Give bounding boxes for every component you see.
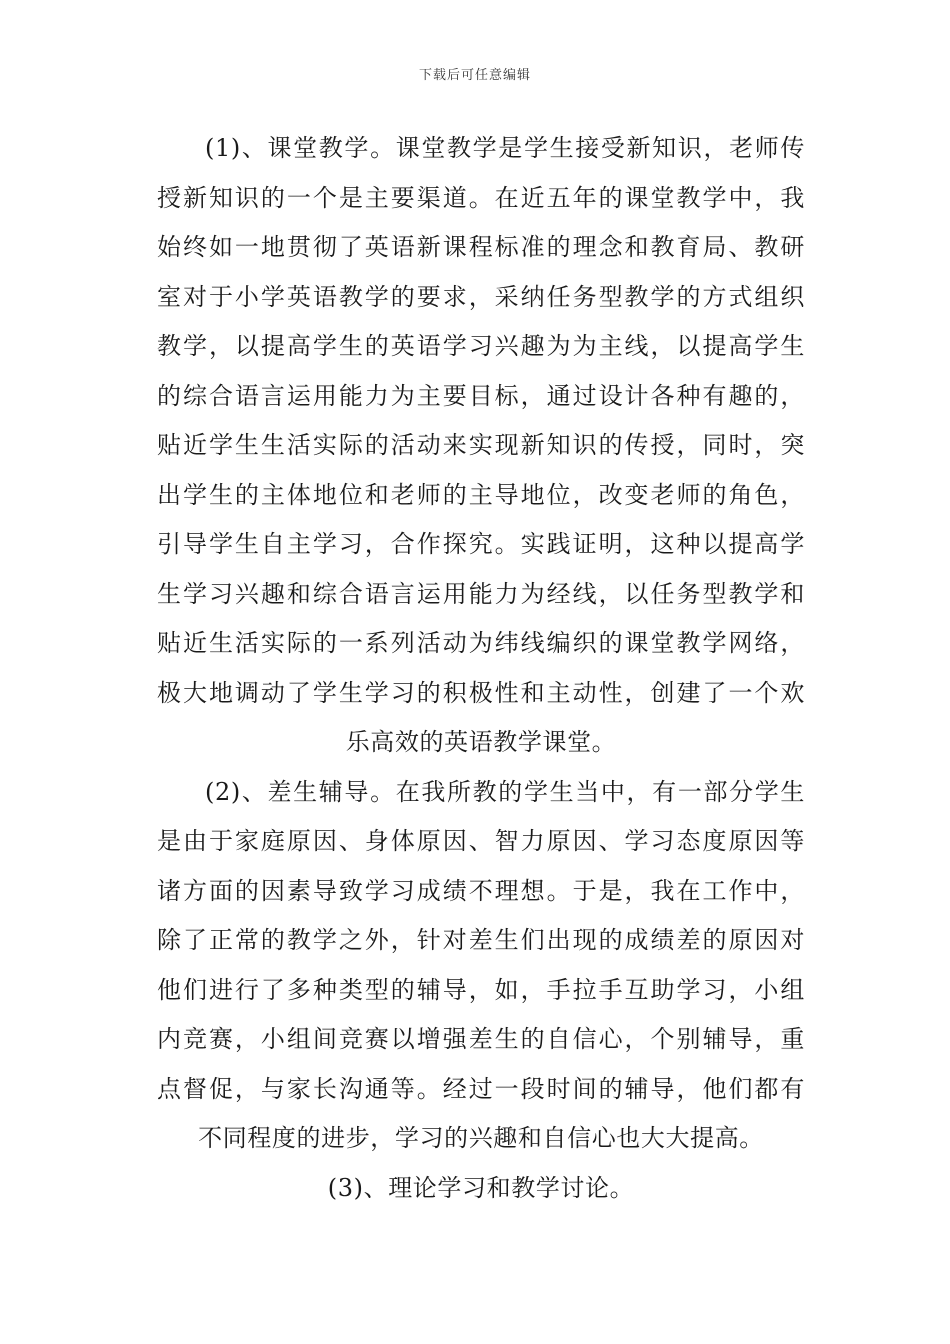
text-line: 出学生的主体地位和老师的主导地位，改变老师的角色， bbox=[157, 480, 805, 509]
paragraph-theory-study bbox=[157, 1164, 805, 1214]
text-line: (1)、课堂教学。课堂教学是学生接受新知识，老师传 bbox=[205, 134, 805, 162]
text-line: 引导学生自主学习，合作探究。实践证明，这种以提高学 bbox=[157, 530, 805, 558]
text-line: 是由于家庭原因、身体原因、智力原因、学习态度原因等 bbox=[157, 827, 805, 855]
text-line: 诸方面的因素导致学习成绩不理想。于是，我在工作中， bbox=[157, 876, 805, 905]
text-line: 不同程度的进步，学习的兴趣和自信心也大大提高。 bbox=[198, 1124, 764, 1152]
paragraph-classroom-teaching bbox=[157, 124, 805, 768]
text-line: 内竞赛，小组间竞赛以增强差生的自信心，个别辅导，重 bbox=[157, 1025, 805, 1053]
text-line: 乐高效的英语教学课堂。 bbox=[345, 728, 617, 756]
text-line: 生学习兴趣和综合语言运用能力为经线，以任务型教学和 bbox=[157, 579, 805, 608]
page-header: 下载后可任意编辑 bbox=[418, 68, 531, 83]
text-line: 贴近学生生活实际的活动来实现新知识的传授，同时，突 bbox=[157, 431, 805, 459]
text-line: 贴近生活实际的一系列活动为纬线编织的课堂教学网络， bbox=[157, 629, 805, 657]
text-line: (2)、差生辅导。在我所教的学生当中，有一部分学生 bbox=[205, 777, 805, 806]
text-line: 室对于小学英语教学的要求，采纳任务型教学的方式组织 bbox=[157, 282, 805, 311]
paragraph-tutoring bbox=[157, 768, 805, 1164]
text-line: 授新知识的一个是主要渠道。在近五年的课堂教学中，我 bbox=[157, 183, 805, 212]
text-line: 极大地调动了学生学习的积极性和主动性，创建了一个欢 bbox=[157, 678, 805, 707]
text-line: 教学，以提高学生的英语学习兴趣为为主线，以提高学生 bbox=[157, 332, 805, 360]
document-body bbox=[157, 124, 805, 1213]
text-line: 的综合语言运用能力为主要目标，通过设计各种有趣的， bbox=[157, 381, 805, 410]
section-heading: (3)、理论学习和教学讨论。 bbox=[327, 1173, 635, 1202]
text-line: 除了正常的教学之外，针对差生们出现的成绩差的原因对 bbox=[157, 926, 805, 954]
text-line: 点督促，与家长沟通等。经过一段时间的辅导，他们都有 bbox=[157, 1074, 805, 1103]
text-line: 始终如一地贯彻了英语新课程标准的理念和教育局、教研 bbox=[157, 233, 805, 261]
text-line: 他们进行了多种类型的辅导，如，手拉手互助学习，小组 bbox=[157, 975, 805, 1004]
